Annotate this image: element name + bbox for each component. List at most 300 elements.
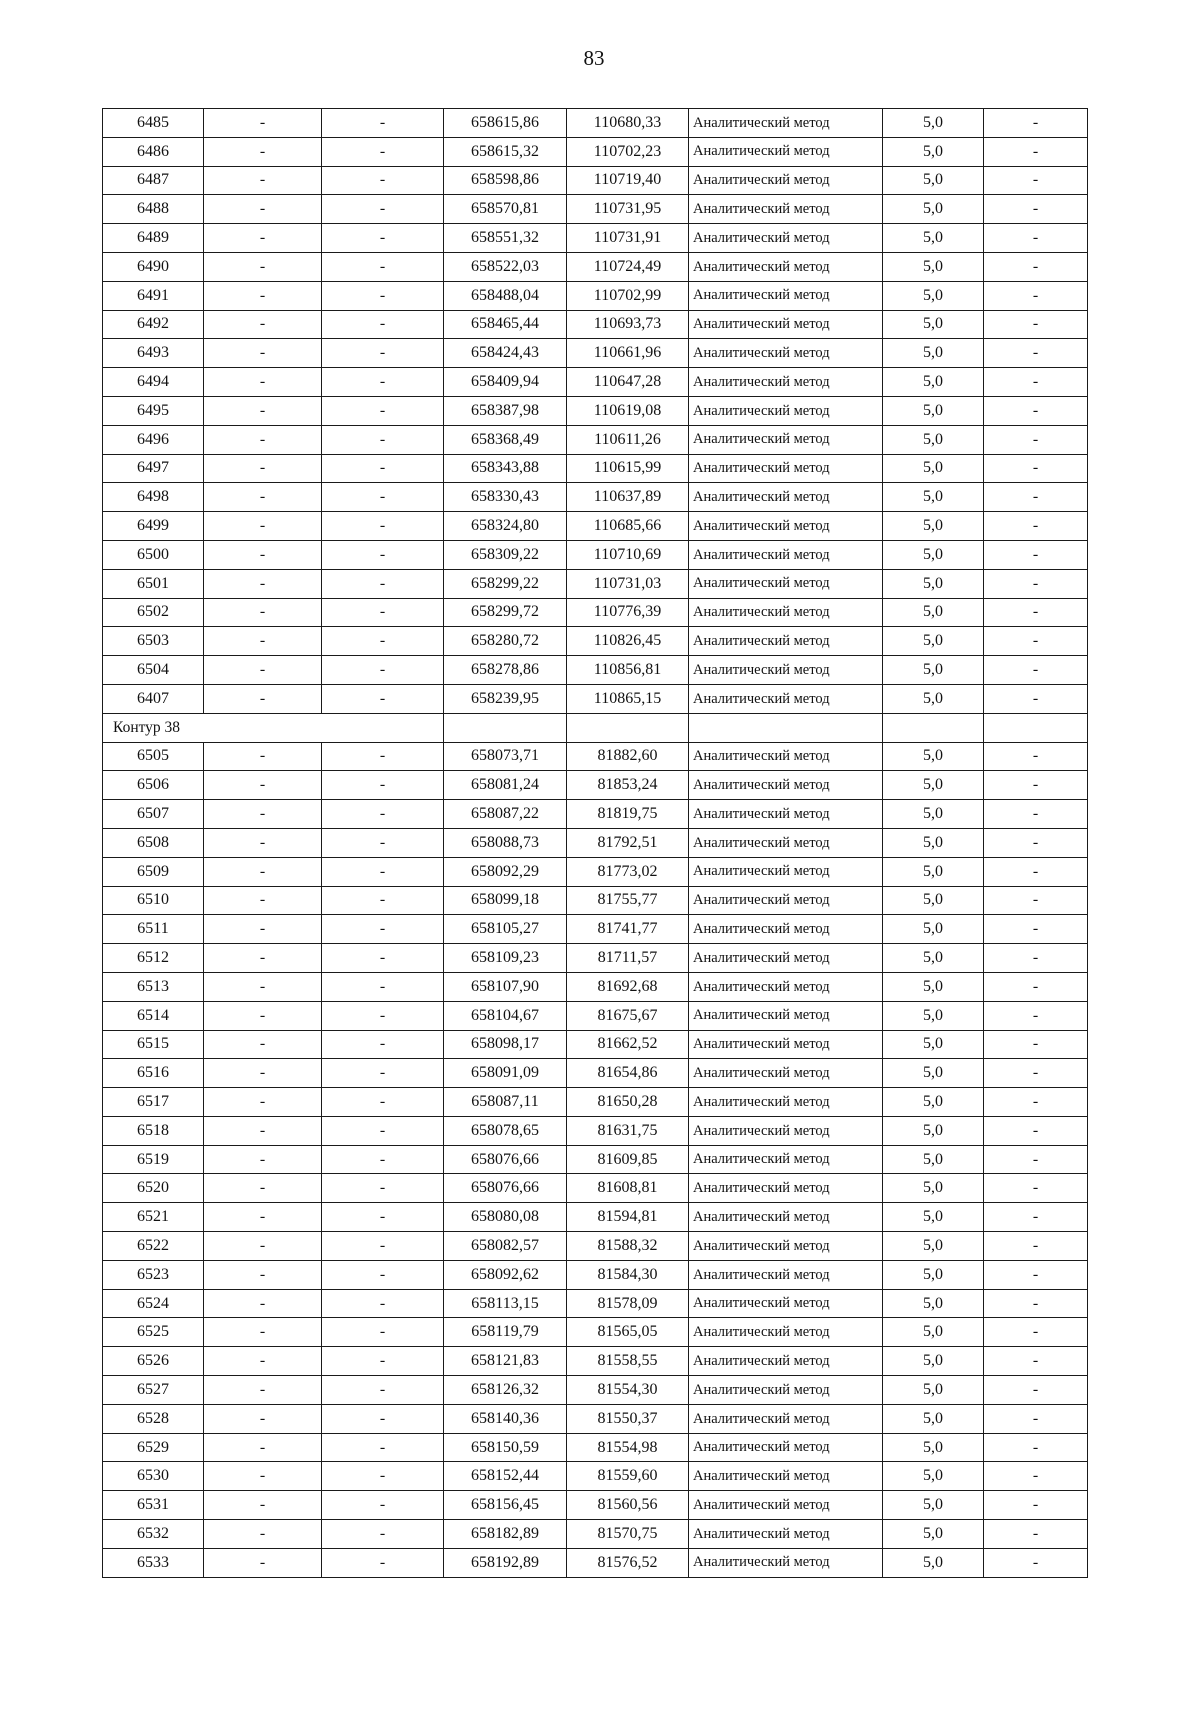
x-coordinate-cell: 658087,22 [444, 800, 567, 829]
method-cell: Аналитический метод [689, 310, 883, 339]
table-row [103, 1289, 1088, 1318]
dash-cell: - [204, 339, 322, 368]
dash-cell: - [204, 656, 322, 685]
accuracy-cell: 5,0 [883, 224, 984, 253]
point-number-cell: 6486 [103, 137, 204, 166]
method-cell: Аналитический метод [689, 1289, 883, 1318]
point-number-cell: 6485 [103, 109, 204, 138]
point-number-cell: 6407 [103, 684, 204, 713]
y-coordinate-cell: 110702,23 [567, 137, 689, 166]
dash-cell: - [204, 310, 322, 339]
table-row [103, 1030, 1088, 1059]
x-coordinate-cell: 658104,67 [444, 1001, 567, 1030]
empty-cell [689, 713, 883, 742]
y-coordinate-cell: 110661,96 [567, 339, 689, 368]
dash-cell: - [984, 1116, 1088, 1145]
y-coordinate-cell: 81609,85 [567, 1145, 689, 1174]
accuracy-cell: 5,0 [883, 1289, 984, 1318]
method-cell: Аналитический метод [689, 1232, 883, 1261]
table-row [103, 368, 1088, 397]
table-row [103, 656, 1088, 685]
dash-cell: - [984, 252, 1088, 281]
dash-cell: - [204, 627, 322, 656]
y-coordinate-cell: 81741,77 [567, 915, 689, 944]
dash-cell: - [322, 1260, 444, 1289]
dash-cell: - [204, 483, 322, 512]
y-coordinate-cell: 81853,24 [567, 771, 689, 800]
empty-cell [883, 713, 984, 742]
y-coordinate-cell: 110719,40 [567, 166, 689, 195]
x-coordinate-cell: 658299,72 [444, 598, 567, 627]
dash-cell: - [204, 1203, 322, 1232]
dash-cell: - [204, 396, 322, 425]
accuracy-cell: 5,0 [883, 944, 984, 973]
dash-cell: - [322, 1548, 444, 1577]
x-coordinate-cell: 658126,32 [444, 1376, 567, 1405]
dash-cell: - [322, 224, 444, 253]
accuracy-cell: 5,0 [883, 1232, 984, 1261]
dash-cell: - [322, 656, 444, 685]
table-row [103, 339, 1088, 368]
table-row [103, 828, 1088, 857]
dash-cell: - [322, 109, 444, 138]
x-coordinate-cell: 658156,45 [444, 1491, 567, 1520]
dash-cell: - [984, 915, 1088, 944]
method-cell: Аналитический метод [689, 368, 883, 397]
dash-cell: - [984, 1260, 1088, 1289]
dash-cell: - [204, 1462, 322, 1491]
dash-cell: - [984, 540, 1088, 569]
dash-cell: - [204, 1059, 322, 1088]
dash-cell: - [322, 1174, 444, 1203]
table-row [103, 540, 1088, 569]
y-coordinate-cell: 81584,30 [567, 1260, 689, 1289]
accuracy-cell: 5,0 [883, 1462, 984, 1491]
table-row [103, 195, 1088, 224]
dash-cell: - [984, 656, 1088, 685]
accuracy-cell: 5,0 [883, 1548, 984, 1577]
accuracy-cell: 5,0 [883, 1520, 984, 1549]
method-cell: Аналитический метод [689, 800, 883, 829]
x-coordinate-cell: 658551,32 [444, 224, 567, 253]
method-cell: Аналитический метод [689, 281, 883, 310]
accuracy-cell: 5,0 [883, 1059, 984, 1088]
dash-cell: - [984, 598, 1088, 627]
method-cell: Аналитический метод [689, 598, 883, 627]
dash-cell: - [984, 771, 1088, 800]
table-row [103, 224, 1088, 253]
y-coordinate-cell: 81654,86 [567, 1059, 689, 1088]
table-row [103, 598, 1088, 627]
dash-cell: - [204, 1347, 322, 1376]
dash-cell: - [322, 339, 444, 368]
point-number-cell: 6523 [103, 1260, 204, 1289]
x-coordinate-cell: 658119,79 [444, 1318, 567, 1347]
accuracy-cell: 5,0 [883, 1260, 984, 1289]
dash-cell: - [322, 310, 444, 339]
dash-cell: - [204, 857, 322, 886]
dash-cell: - [322, 1433, 444, 1462]
point-number-cell: 6491 [103, 281, 204, 310]
method-cell: Аналитический метод [689, 195, 883, 224]
dash-cell: - [204, 109, 322, 138]
dash-cell: - [322, 886, 444, 915]
dash-cell: - [204, 224, 322, 253]
table-row [103, 1491, 1088, 1520]
accuracy-cell: 5,0 [883, 454, 984, 483]
y-coordinate-cell: 81576,52 [567, 1548, 689, 1577]
point-number-cell: 6531 [103, 1491, 204, 1520]
dash-cell: - [984, 828, 1088, 857]
y-coordinate-cell: 110731,03 [567, 569, 689, 598]
dash-cell: - [322, 627, 444, 656]
method-cell: Аналитический метод [689, 1347, 883, 1376]
accuracy-cell: 5,0 [883, 1347, 984, 1376]
point-number-cell: 6526 [103, 1347, 204, 1376]
method-cell: Аналитический метод [689, 137, 883, 166]
dash-cell: - [204, 1318, 322, 1347]
method-cell: Аналитический метод [689, 771, 883, 800]
accuracy-cell: 5,0 [883, 483, 984, 512]
method-cell: Аналитический метод [689, 944, 883, 973]
dash-cell: - [204, 195, 322, 224]
dash-cell: - [204, 1260, 322, 1289]
page-number: 83 [583, 46, 605, 70]
dash-cell: - [984, 1001, 1088, 1030]
table-row [103, 742, 1088, 771]
y-coordinate-cell: 81631,75 [567, 1116, 689, 1145]
method-cell: Аналитический метод [689, 396, 883, 425]
x-coordinate-cell: 658140,36 [444, 1404, 567, 1433]
accuracy-cell: 5,0 [883, 1174, 984, 1203]
y-coordinate-cell: 110856,81 [567, 656, 689, 685]
point-number-cell: 6493 [103, 339, 204, 368]
y-coordinate-cell: 110685,66 [567, 512, 689, 541]
empty-cell [567, 713, 689, 742]
accuracy-cell: 5,0 [883, 1318, 984, 1347]
table-row [103, 166, 1088, 195]
y-coordinate-cell: 81711,57 [567, 944, 689, 973]
dash-cell: - [322, 569, 444, 598]
table-row [103, 1433, 1088, 1462]
dash-cell: - [322, 1347, 444, 1376]
x-coordinate-cell: 658088,73 [444, 828, 567, 857]
dash-cell: - [984, 886, 1088, 915]
y-coordinate-cell: 110865,15 [567, 684, 689, 713]
method-cell: Аналитический метод [689, 540, 883, 569]
table-row [103, 252, 1088, 281]
accuracy-cell: 5,0 [883, 598, 984, 627]
accuracy-cell: 5,0 [883, 771, 984, 800]
point-number-cell: 6496 [103, 425, 204, 454]
y-coordinate-cell: 110724,49 [567, 252, 689, 281]
accuracy-cell: 5,0 [883, 1030, 984, 1059]
x-coordinate-cell: 658522,03 [444, 252, 567, 281]
point-number-cell: 6497 [103, 454, 204, 483]
point-number-cell: 6528 [103, 1404, 204, 1433]
dash-cell: - [322, 1404, 444, 1433]
method-cell: Аналитический метод [689, 684, 883, 713]
x-coordinate-cell: 658087,11 [444, 1088, 567, 1117]
point-number-cell: 6502 [103, 598, 204, 627]
y-coordinate-cell: 110731,95 [567, 195, 689, 224]
y-coordinate-cell: 81662,52 [567, 1030, 689, 1059]
dash-cell: - [984, 1433, 1088, 1462]
table-row [103, 569, 1088, 598]
x-coordinate-cell: 658309,22 [444, 540, 567, 569]
y-coordinate-cell: 110647,28 [567, 368, 689, 397]
dash-cell: - [204, 598, 322, 627]
point-number-cell: 6529 [103, 1433, 204, 1462]
y-coordinate-cell: 81773,02 [567, 857, 689, 886]
dash-cell: - [984, 1030, 1088, 1059]
accuracy-cell: 5,0 [883, 1088, 984, 1117]
table-row [103, 771, 1088, 800]
dash-cell: - [984, 1491, 1088, 1520]
dash-cell: - [322, 425, 444, 454]
dash-cell: - [204, 1404, 322, 1433]
point-number-cell: 6522 [103, 1232, 204, 1261]
dash-cell: - [322, 1001, 444, 1030]
dash-cell: - [984, 339, 1088, 368]
point-number-cell: 6511 [103, 915, 204, 944]
dash-cell: - [204, 569, 322, 598]
accuracy-cell: 5,0 [883, 627, 984, 656]
dash-cell: - [204, 425, 322, 454]
accuracy-cell: 5,0 [883, 339, 984, 368]
dash-cell: - [984, 1404, 1088, 1433]
dash-cell: - [322, 281, 444, 310]
table-row [103, 857, 1088, 886]
x-coordinate-cell: 658409,94 [444, 368, 567, 397]
accuracy-cell: 5,0 [883, 569, 984, 598]
table-row [103, 1376, 1088, 1405]
method-cell: Аналитический метод [689, 1145, 883, 1174]
dash-cell: - [984, 857, 1088, 886]
dash-cell: - [322, 1232, 444, 1261]
dash-cell: - [204, 886, 322, 915]
method-cell: Аналитический метод [689, 828, 883, 857]
table-row [103, 1174, 1088, 1203]
x-coordinate-cell: 658368,49 [444, 425, 567, 454]
accuracy-cell: 5,0 [883, 310, 984, 339]
x-coordinate-cell: 658152,44 [444, 1462, 567, 1491]
point-number-cell: 6520 [103, 1174, 204, 1203]
table-row [103, 281, 1088, 310]
point-number-cell: 6508 [103, 828, 204, 857]
accuracy-cell: 5,0 [883, 1376, 984, 1405]
dash-cell: - [984, 1462, 1088, 1491]
accuracy-cell: 5,0 [883, 396, 984, 425]
dash-cell: - [984, 1174, 1088, 1203]
dash-cell: - [984, 1520, 1088, 1549]
point-number-cell: 6518 [103, 1116, 204, 1145]
method-cell: Аналитический метод [689, 1174, 883, 1203]
method-cell: Аналитический метод [689, 166, 883, 195]
table-row [103, 310, 1088, 339]
table-row [103, 1347, 1088, 1376]
point-number-cell: 6513 [103, 972, 204, 1001]
point-number-cell: 6492 [103, 310, 204, 339]
dash-cell: - [204, 1491, 322, 1520]
dash-cell: - [322, 1462, 444, 1491]
y-coordinate-cell: 81560,56 [567, 1491, 689, 1520]
accuracy-cell: 5,0 [883, 252, 984, 281]
dash-cell: - [322, 1491, 444, 1520]
dash-cell: - [322, 771, 444, 800]
x-coordinate-cell: 658098,17 [444, 1030, 567, 1059]
dash-cell: - [204, 1174, 322, 1203]
accuracy-cell: 5,0 [883, 281, 984, 310]
point-number-cell: 6527 [103, 1376, 204, 1405]
dash-cell: - [204, 1376, 322, 1405]
point-number-cell: 6489 [103, 224, 204, 253]
x-coordinate-cell: 658076,66 [444, 1145, 567, 1174]
table-row [103, 483, 1088, 512]
x-coordinate-cell: 658080,08 [444, 1203, 567, 1232]
point-number-cell: 6533 [103, 1548, 204, 1577]
y-coordinate-cell: 81554,30 [567, 1376, 689, 1405]
dash-cell: - [984, 1088, 1088, 1117]
dash-cell: - [984, 1059, 1088, 1088]
table-row [103, 1232, 1088, 1261]
empty-cell [984, 713, 1088, 742]
dash-cell: - [204, 1289, 322, 1318]
y-coordinate-cell: 81554,98 [567, 1433, 689, 1462]
x-coordinate-cell: 658598,86 [444, 166, 567, 195]
y-coordinate-cell: 110776,39 [567, 598, 689, 627]
accuracy-cell: 5,0 [883, 166, 984, 195]
accuracy-cell: 5,0 [883, 109, 984, 138]
method-cell: Аналитический метод [689, 1491, 883, 1520]
y-coordinate-cell: 81559,60 [567, 1462, 689, 1491]
x-coordinate-cell: 658121,83 [444, 1347, 567, 1376]
method-cell: Аналитический метод [689, 656, 883, 685]
accuracy-cell: 5,0 [883, 425, 984, 454]
x-coordinate-cell: 658299,22 [444, 569, 567, 598]
dash-cell: - [322, 1088, 444, 1117]
table-row [103, 972, 1088, 1001]
table-row [103, 1145, 1088, 1174]
y-coordinate-cell: 110731,91 [567, 224, 689, 253]
dash-cell: - [322, 1030, 444, 1059]
dash-cell: - [204, 166, 322, 195]
coordinates-table [102, 108, 1088, 1578]
dash-cell: - [204, 771, 322, 800]
x-coordinate-cell: 658082,57 [444, 1232, 567, 1261]
table-row [103, 1462, 1088, 1491]
dash-cell: - [322, 684, 444, 713]
dash-cell: - [984, 195, 1088, 224]
table-row [103, 1260, 1088, 1289]
dash-cell: - [204, 368, 322, 397]
method-cell: Аналитический метод [689, 1116, 883, 1145]
dash-cell: - [204, 1030, 322, 1059]
y-coordinate-cell: 110637,89 [567, 483, 689, 512]
y-coordinate-cell: 81578,09 [567, 1289, 689, 1318]
dash-cell: - [322, 1203, 444, 1232]
accuracy-cell: 5,0 [883, 512, 984, 541]
x-coordinate-cell: 658076,66 [444, 1174, 567, 1203]
point-number-cell: 6530 [103, 1462, 204, 1491]
dash-cell: - [204, 252, 322, 281]
dash-cell: - [322, 137, 444, 166]
dash-cell: - [204, 915, 322, 944]
x-coordinate-cell: 658488,04 [444, 281, 567, 310]
table-row [103, 1203, 1088, 1232]
dash-cell: - [322, 454, 444, 483]
table-row [103, 454, 1088, 483]
method-cell: Аналитический метод [689, 425, 883, 454]
dash-cell: - [322, 800, 444, 829]
dash-cell: - [322, 1116, 444, 1145]
accuracy-cell: 5,0 [883, 1145, 984, 1174]
dash-cell: - [322, 915, 444, 944]
dash-cell: - [204, 454, 322, 483]
x-coordinate-cell: 658330,43 [444, 483, 567, 512]
method-cell: Аналитический метод [689, 857, 883, 886]
dash-cell: - [984, 1145, 1088, 1174]
accuracy-cell: 5,0 [883, 656, 984, 685]
empty-cell [444, 713, 567, 742]
method-cell: Аналитический метод [689, 1203, 883, 1232]
method-cell: Аналитический метод [689, 339, 883, 368]
point-number-cell: 6515 [103, 1030, 204, 1059]
point-number-cell: 6487 [103, 166, 204, 195]
method-cell: Аналитический метод [689, 1318, 883, 1347]
dash-cell: - [984, 512, 1088, 541]
x-coordinate-cell: 658092,62 [444, 1260, 567, 1289]
dash-cell: - [984, 483, 1088, 512]
point-number-cell: 6516 [103, 1059, 204, 1088]
point-number-cell: 6514 [103, 1001, 204, 1030]
point-number-cell: 6525 [103, 1318, 204, 1347]
table-row [103, 915, 1088, 944]
accuracy-cell: 5,0 [883, 742, 984, 771]
dash-cell: - [322, 368, 444, 397]
point-number-cell: 6494 [103, 368, 204, 397]
y-coordinate-cell: 110826,45 [567, 627, 689, 656]
point-number-cell: 6503 [103, 627, 204, 656]
contour-label: Контур 38 [103, 713, 444, 742]
y-coordinate-cell: 110702,99 [567, 281, 689, 310]
table-row [103, 1088, 1088, 1117]
method-cell: Аналитический метод [689, 454, 883, 483]
method-cell: Аналитический метод [689, 886, 883, 915]
x-coordinate-cell: 658387,98 [444, 396, 567, 425]
table-row [103, 1520, 1088, 1549]
x-coordinate-cell: 658465,44 [444, 310, 567, 339]
dash-cell: - [322, 252, 444, 281]
table-row [103, 1001, 1088, 1030]
y-coordinate-cell: 110615,99 [567, 454, 689, 483]
y-coordinate-cell: 81650,28 [567, 1088, 689, 1117]
point-number-cell: 6517 [103, 1088, 204, 1117]
y-coordinate-cell: 81588,32 [567, 1232, 689, 1261]
y-coordinate-cell: 81692,68 [567, 972, 689, 1001]
point-number-cell: 6504 [103, 656, 204, 685]
dash-cell: - [984, 684, 1088, 713]
dash-cell: - [984, 972, 1088, 1001]
accuracy-cell: 5,0 [883, 800, 984, 829]
dash-cell: - [984, 1289, 1088, 1318]
accuracy-cell: 5,0 [883, 1203, 984, 1232]
dash-cell: - [322, 1318, 444, 1347]
dash-cell: - [984, 368, 1088, 397]
method-cell: Аналитический метод [689, 1548, 883, 1577]
dash-cell: - [204, 684, 322, 713]
x-coordinate-cell: 658105,27 [444, 915, 567, 944]
